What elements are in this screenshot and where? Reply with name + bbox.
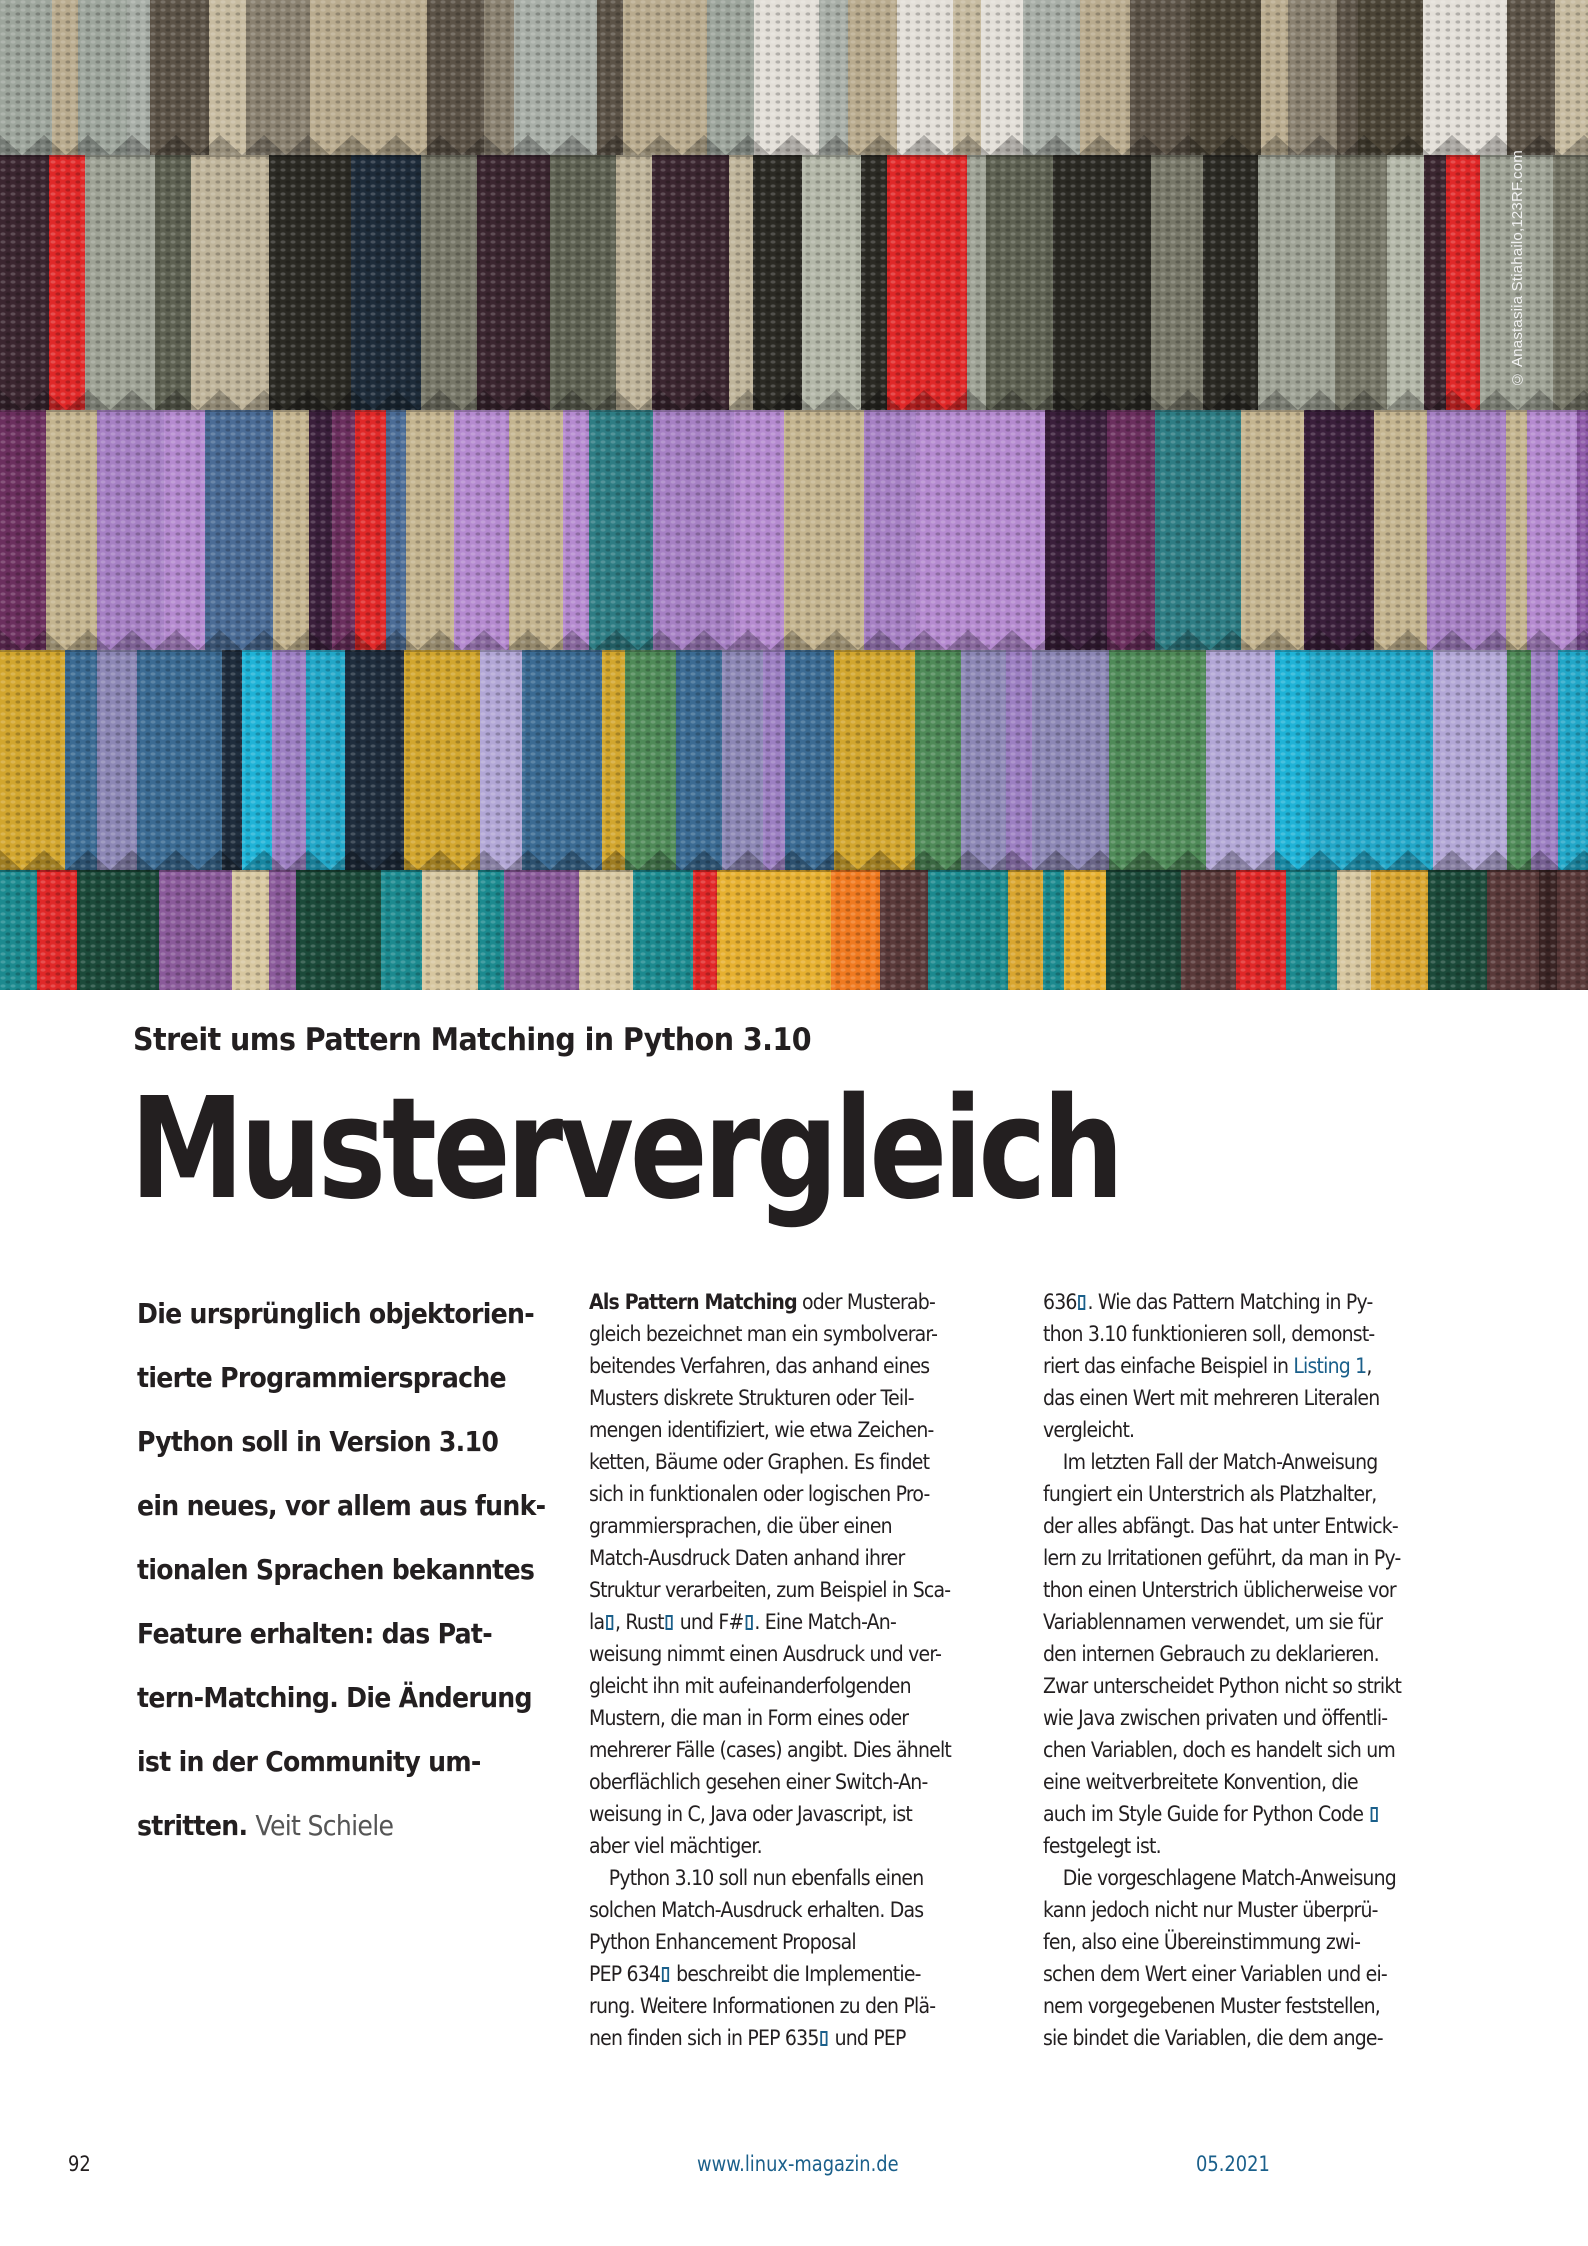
text: auch im Style Guide for Python Code (1043, 1802, 1364, 1826)
text: und F# (674, 1610, 744, 1634)
text-line: beitendes Verfahren, das anhand eines (589, 1354, 930, 1378)
text-line: Zwar unterscheidet Python nicht so strikt (1043, 1674, 1402, 1698)
text: PEP 634 (589, 1962, 661, 1986)
link-ref-icon[interactable] (662, 1967, 669, 1982)
text: . Eine Match-An- (754, 1610, 896, 1634)
text-line: ketten, Bäume oder Graphen. Es findet (589, 1450, 930, 1474)
teaser-line: Die ursprünglich objektorien- (137, 1297, 534, 1330)
text-line (1043, 1350, 1439, 1382)
text: . Wie das Pattern Matching in Py- (1087, 1290, 1373, 1314)
weave-texture (0, 0, 1588, 155)
text: und PEP (829, 2026, 906, 2050)
teaser-line: tionalen Sprachen bekanntes (137, 1553, 535, 1586)
teaser-line: tierte Programmiersprache (137, 1361, 506, 1394)
text-line: den internen Gebrauch zu deklarieren. (1043, 1642, 1379, 1666)
text-line: Mustern, die man in Form eines oder (589, 1706, 909, 1730)
text-line: rung. Weitere Informationen zu den Plä- (589, 1994, 936, 2018)
fabric-strip-2 (0, 140, 1588, 412)
text-line: das einen Wert mit mehreren Literalen (1043, 1386, 1380, 1410)
teaser-line: tern-Matching. Die Änderung (137, 1681, 532, 1714)
text-line: oberflächlich gesehen einer Switch-An- (589, 1770, 928, 1794)
article-title: Mustervergleich (130, 1068, 1120, 1231)
article-teaser (137, 1282, 557, 1858)
text-line: Musters diskrete Strukturen oder Teil- (589, 1386, 914, 1410)
text-line: grammiersprachen, die über einen (589, 1514, 892, 1538)
text-line: nem vorgegebenen Muster feststellen, (1043, 1994, 1381, 2018)
text-line: fen, also eine Übereinstimmung zwi- (1043, 1930, 1361, 1954)
text: la (589, 1610, 605, 1634)
text-line: aber viel mächtiger. (589, 1834, 762, 1858)
text-line: thon einen Unterstrich üblicherweise vor (1043, 1578, 1396, 1602)
weave-texture (0, 385, 1588, 650)
teaser-line: ein neues, vor allem aus funk- (137, 1489, 546, 1522)
text-line: sich in funktionalen oder logischen Pro- (589, 1482, 930, 1506)
text-line: mehrerer Fälle (cases) angibt. Dies ähnelt (589, 1738, 951, 1762)
listing-1-link[interactable]: Listing 1 (1293, 1354, 1367, 1378)
text-line: mengen identifiziert, wie etwa Zeichen- (589, 1418, 934, 1442)
weave-texture (0, 625, 1588, 870)
text-line: schen dem Wert einer Variablen und ei- (1043, 1962, 1387, 1986)
link-ref-icon[interactable] (820, 2031, 827, 2046)
issue-date: 05.2021 (1196, 2152, 1270, 2176)
text-line: Python 3.10 soll nun ebenfalls einen (608, 1866, 924, 1890)
text-line: festgelegt ist. (1043, 1834, 1161, 1858)
link-ref-icon[interactable] (606, 1615, 613, 1630)
text: 636 (1043, 1290, 1077, 1314)
teaser-line: Feature erhalten: das Pat- (137, 1617, 493, 1650)
teaser-line: Python soll in Version 3.10 (137, 1425, 499, 1458)
text: nen finden sich in PEP 635 (589, 2026, 819, 2050)
text-line: vergleicht. (1043, 1418, 1135, 1442)
link-ref-icon[interactable] (1370, 1807, 1377, 1822)
text: , (1366, 1354, 1372, 1378)
weave-texture (0, 140, 1588, 410)
text-line (589, 1958, 985, 1990)
article-kicker: Streit ums Pattern Matching in Python 3.10 (133, 1022, 812, 1058)
fabric-strip-3 (0, 385, 1588, 652)
text-line: wie Java zwischen privaten und öffentli- (1043, 1706, 1388, 1730)
text-line: Die vorgeschlagene Match-Anweisung (1062, 1866, 1396, 1890)
text-line: weisung in C, Java oder Javascript, ist (589, 1802, 913, 1826)
text-line: Variablennamen verwendet, um sie für (1043, 1610, 1383, 1634)
text: riert das einfache Beispiel in (1043, 1354, 1294, 1378)
text-line: weisung nimmt einen Ausdruck und ver- (589, 1642, 942, 1666)
text-line: solchen Match-Ausdruck erhalten. Das (589, 1898, 924, 1922)
text-line: gleicht ihn mit aufeinanderfolgenden (589, 1674, 911, 1698)
image-credit: © Anastasiia Stiahailo,123RF.com (1509, 150, 1526, 388)
body-column-1 (589, 1286, 1029, 2054)
text-line: fungiert ein Unterstrich als Platzhalter, (1043, 1482, 1377, 1506)
text: , Rust (615, 1610, 664, 1634)
text-line: Match-Ausdruck Daten anhand ihrer (589, 1546, 905, 1570)
text-line: Struktur verarbeiten, zum Beispiel in Sca- (589, 1578, 951, 1602)
text-line (589, 1286, 985, 1318)
text-line (589, 2022, 985, 2054)
text-line (1043, 1286, 1439, 1318)
footer-url-link[interactable]: www.linux-magazin.de (697, 2152, 899, 2176)
link-ref-icon[interactable] (666, 1615, 673, 1630)
fabric-strip-4 (0, 625, 1588, 872)
text: oder Musterab- (796, 1290, 935, 1314)
text-line: Im letzten Fall der Match-Anweisung (1062, 1450, 1378, 1474)
text-line: gleich bezeichnet man ein symbolverar- (589, 1322, 938, 1346)
text-line: chen Variablen, doch es handelt sich um (1043, 1738, 1396, 1762)
text-line (1043, 1798, 1439, 1830)
text-line: lern zu Irritationen geführt, da man in Py- (1043, 1546, 1401, 1570)
hero-image-woven-fabric (0, 0, 1588, 990)
link-ref-icon[interactable] (1078, 1295, 1085, 1310)
body-column-2 (1043, 1286, 1483, 2054)
teaser-text: stritten. (137, 1809, 248, 1842)
author-name: Veit Schiele (255, 1809, 394, 1842)
text-line: Python Enhancement Proposal (589, 1930, 856, 1954)
text-line: der alles abfängt. Das hat unter Entwick- (1043, 1514, 1398, 1538)
teaser-line-last (137, 1794, 515, 1858)
teaser-line: ist in der Community um- (137, 1745, 481, 1778)
text-line: eine weitverbreitete Konvention, die (1043, 1770, 1358, 1794)
lead-bold: Als Pattern Matching (589, 1290, 797, 1314)
fabric-illustration (0, 0, 1588, 990)
page-number: 92 (68, 2152, 91, 2176)
text-line: kann jedoch nicht nur Muster überprü- (1043, 1898, 1378, 1922)
text: beschreibt die Implementie- (670, 1962, 921, 1986)
fabric-strip-1 (0, 0, 1588, 157)
text-line: sie bindet die Variablen, die dem ange- (1043, 2026, 1383, 2050)
text-line: thon 3.10 funktionieren soll, demonst- (1043, 1322, 1375, 1346)
text-line (589, 1606, 985, 1638)
link-ref-icon[interactable] (745, 1615, 752, 1630)
